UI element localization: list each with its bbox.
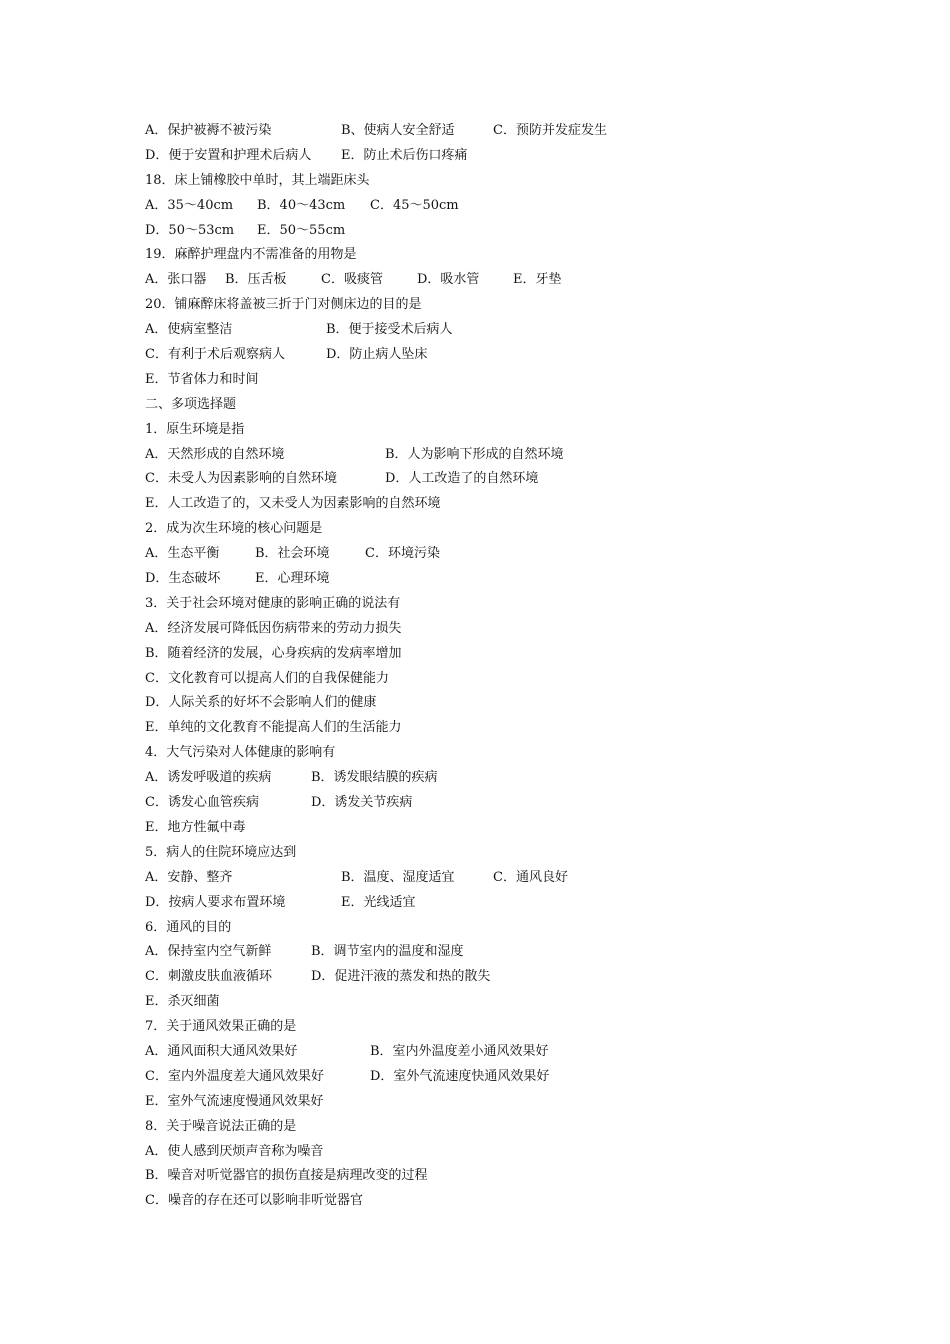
line-text: D．按病人要求布置环境: [145, 894, 286, 910]
line-text: 5．病人的住院环境应达到: [145, 844, 297, 860]
text-line: [145, 219, 845, 244]
text-line: [145, 517, 845, 542]
text-line: [145, 866, 845, 891]
text-line: [145, 766, 845, 791]
text-line: [145, 542, 845, 567]
line-text: C．诱发心血管疾病: [145, 795, 259, 811]
text-line: [145, 119, 845, 144]
text-line: [145, 293, 845, 318]
text-line: [145, 965, 845, 990]
text-line: [145, 343, 845, 368]
text-line: [145, 1115, 845, 1140]
option-text: E．防止术后伤口疼痛: [341, 147, 468, 163]
line-text: A．生态平衡: [145, 546, 220, 562]
line-text: A．35～40cm: [145, 197, 234, 213]
text-line: [145, 642, 845, 667]
option-text: D．促进汗液的蒸发和热的散失: [311, 969, 491, 985]
text-line: [145, 592, 845, 617]
line-text: A．保持室内空气新鲜: [145, 944, 272, 960]
text-line: [145, 418, 845, 443]
line-text: 8．关于噪音说法正确的是: [145, 1118, 297, 1134]
text-line: [145, 891, 845, 916]
line-text: A．张口器: [145, 272, 207, 288]
option-text: D．室外气流速度快通风效果好: [370, 1068, 550, 1084]
text-line: [145, 243, 845, 268]
option-text: C．预防并发症发生: [493, 123, 607, 138]
text-line: [145, 368, 845, 393]
line-text: 20．铺麻醉床将盖被三折于门对侧床边的目的是: [145, 297, 422, 313]
line-text: E．节省体力和时间: [145, 371, 259, 387]
text-line: [145, 1090, 845, 1115]
text-line: [145, 1189, 845, 1214]
option-text: D．人工改造了的自然环境: [385, 471, 539, 487]
option-text: B．调节室内的温度和湿度: [311, 944, 464, 960]
text-line: [145, 443, 845, 468]
line-text: A．使人感到厌烦声音称为噪音: [145, 1143, 324, 1159]
text-line: [145, 144, 845, 169]
line-text: 二、多项选择题: [145, 396, 237, 412]
text-line: [145, 1164, 845, 1189]
line-text: 19．麻醉护理盘内不需准备的用物是: [145, 247, 357, 263]
text-line: [145, 741, 845, 766]
option-text: B．人为影响下形成的自然环境: [385, 446, 564, 462]
text-line: [145, 467, 845, 492]
line-text: C．有利于术后观察病人: [145, 347, 285, 363]
line-text: E．杀灭细菌: [145, 994, 220, 1010]
option-text: E．50～55cm: [257, 222, 346, 238]
line-text: A．天然形成的自然环境: [145, 446, 285, 462]
option-text: C．通风良好: [493, 869, 568, 885]
line-text: E．人工改造了的，又未受人为因素影响的自然环境: [145, 496, 441, 512]
line-text: A．经济发展可降低因伤病带来的劳动力损失: [145, 620, 402, 636]
option-text: E．光线适宜: [341, 894, 416, 910]
line-text: D．生态破坏: [145, 571, 221, 587]
option-text: B、使病人安全舒适: [341, 123, 455, 138]
option-text: B．社会环境: [255, 546, 330, 562]
line-text: A．使病室整洁: [145, 322, 233, 338]
line-text: D．50～53cm: [145, 222, 235, 238]
line-text: 2．成为次生环境的核心问题是: [145, 521, 323, 537]
option-text: D．防止病人坠床: [326, 347, 428, 363]
line-text: 1．原生环境是指: [145, 421, 245, 437]
option-text: E．心理环境: [255, 571, 330, 587]
text-line: [145, 816, 845, 841]
text-line: [145, 393, 845, 418]
option-text: C．45～50cm: [370, 197, 459, 213]
line-text: 7．关于通风效果正确的是: [145, 1019, 297, 1035]
option-text: C．吸痰管: [321, 272, 383, 288]
text-line: [145, 1140, 845, 1165]
line-text: B．噪音对听觉器官的损伤直接是病理改变的过程: [145, 1168, 428, 1184]
line-text: D．便于安置和护理术后病人: [145, 147, 312, 163]
option-text: B．压舌板: [225, 272, 287, 288]
text-line: [145, 1065, 845, 1090]
line-text: A．安静、整齐: [145, 869, 233, 885]
text-line: [145, 169, 845, 194]
option-text: B．室内外温度差小通风效果好: [370, 1043, 549, 1059]
option-text: E．牙垫: [513, 272, 562, 288]
text-line: [145, 667, 845, 692]
line-text: B．随着经济的发展，心身疾病的发病率增加: [145, 645, 402, 661]
line-text: 18．床上铺橡胶中单时，其上端距床头: [145, 172, 370, 188]
text-line: [145, 194, 845, 219]
text-line: [145, 940, 845, 965]
line-text: E．单纯的文化教育不能提高人们的生活能力: [145, 720, 402, 736]
text-line: [145, 492, 845, 517]
line-text: 3．关于社会环境对健康的影响正确的说法有: [145, 595, 401, 611]
option-text: B．便于接受术后病人: [326, 322, 453, 338]
option-text: C．环境污染: [365, 546, 440, 562]
text-line: [145, 691, 845, 716]
option-text: D．吸水管: [417, 272, 480, 288]
text-line: [145, 268, 845, 293]
text-line: [145, 617, 845, 642]
text-line: [145, 318, 845, 343]
line-text: A．诱发呼吸道的疾病: [145, 770, 272, 786]
option-text: B．40～43cm: [257, 197, 346, 213]
question-text-block: [145, 119, 845, 1214]
line-text: C．刺激皮肤血液循环: [145, 969, 272, 985]
line-text: 4．大气污染对人体健康的影响有: [145, 745, 336, 761]
option-text: D．诱发关节疾病: [311, 795, 413, 811]
text-line: [145, 841, 845, 866]
line-text: E．室外气流速度慢通风效果好: [145, 1093, 324, 1109]
line-text: C．文化教育可以提高人们的自我保健能力: [145, 670, 389, 686]
text-line: [145, 990, 845, 1015]
option-text: B．温度、湿度适宜: [341, 869, 455, 885]
text-line: [145, 1015, 845, 1040]
text-line: [145, 716, 845, 741]
text-line: [145, 567, 845, 592]
line-text: 6．通风的目的: [145, 919, 232, 935]
text-line: [145, 916, 845, 941]
line-text: D．人际关系的好坏不会影响人们的健康: [145, 695, 377, 711]
line-text: C．噪音的存在还可以影响非听觉器官: [145, 1193, 363, 1209]
option-text: B．诱发眼结膜的疾病: [311, 770, 438, 786]
line-text: C．室内外温度差大通风效果好: [145, 1068, 324, 1084]
line-text: E．地方性氟中毒: [145, 819, 246, 835]
line-text: A．通风面积大通风效果好: [145, 1043, 298, 1059]
line-text: A．保护被褥不被污染: [145, 123, 272, 138]
line-text: C．未受人为因素影响的自然环境: [145, 471, 337, 487]
text-line: [145, 1040, 845, 1065]
text-line: [145, 791, 845, 816]
